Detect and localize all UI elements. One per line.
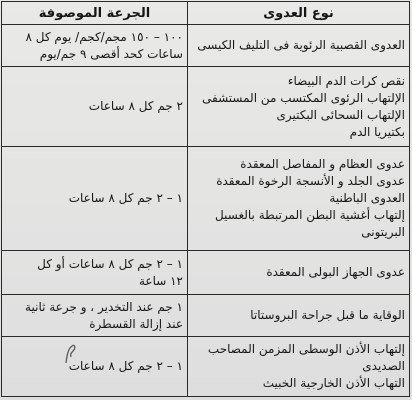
infection-line: البريتونى — [361, 225, 405, 239]
dose-cell — [2, 147, 188, 251]
dose-line: ١ – ٢ جم كل ٨ ساعات — [68, 359, 183, 373]
infection-line: التهاب الأذن الخارجية الخبيث — [262, 376, 405, 390]
infection-line: الوقاية ما قبل جراحة البروستاتا — [250, 308, 405, 322]
table-row — [2, 147, 410, 251]
infection-cell — [188, 337, 410, 397]
dose-cell — [2, 337, 188, 397]
infection-line: عدوى العظام و المفاصل المعقدة — [240, 157, 405, 171]
infection-line: بكتيريا الدم — [349, 124, 405, 139]
dose-cell — [2, 251, 188, 295]
dose-line: ١ – ٢ جم كل ٨ ساعات — [68, 191, 183, 205]
infection-line: نقص كرات الدم البيضاء — [287, 73, 405, 88]
dosage-table — [1, 1, 410, 397]
dose-line: ١٢ ساعة — [138, 273, 183, 288]
dose-line: ١ – ٢ جم كل ٨ ساعات أو كل — [37, 256, 183, 271]
infection-line: عدوى الجهاز البولى المعقدة — [266, 265, 405, 279]
dose-line: ١٠٠ – ١٥٠ مجم/كجم/ يوم كل ٨ — [25, 29, 183, 44]
dose-line: ٢ جم كل ٨ ساعات — [88, 99, 183, 113]
infection-line: الصديدى — [362, 359, 405, 373]
infection-line: الإلتهاب الرئوى المكتسب من المستشفى — [202, 90, 405, 105]
infection-line: العدوى الباطنية — [329, 191, 405, 205]
infection-line: عدوى الجلد و الأنسجة الرخوة المعقدة — [216, 174, 405, 188]
table-row — [2, 295, 410, 337]
infection-line: إلتهاب الأذن الوسطى المزمن المصاحب — [207, 342, 405, 356]
infection-cell — [188, 25, 410, 67]
infection-cell — [188, 251, 410, 295]
infection-cell — [188, 295, 410, 337]
infection-cell — [188, 67, 410, 147]
dose-line: ساعات كحد أقصى ٩ جم/يوم — [39, 46, 183, 61]
dose-cell — [2, 25, 188, 67]
dose-cell — [2, 67, 188, 147]
header-infection-type: نوع العدوى — [188, 2, 410, 25]
infection-line: العدوى القصبية الرئوية فى التليف الكيسى — [197, 38, 405, 52]
dose-cell — [2, 295, 188, 337]
dose-line: ١ جم عند التخدير ، و جرعة ثانية — [25, 299, 183, 314]
table-row — [2, 25, 410, 67]
pen-mark-icon — [63, 343, 79, 365]
infection-line: الإلتهاب السحائى البكتيرى — [276, 107, 405, 122]
table-row — [2, 67, 410, 147]
infection-cell — [188, 147, 410, 251]
infection-line: إلتهاب أغشية البطن المرتبطة بالغسيل — [215, 208, 405, 222]
dose-line: عند إزالة القسطرة — [89, 316, 183, 331]
table-row — [2, 251, 410, 295]
table-header-row — [2, 2, 410, 25]
header-dose: الجرعة الموصوفة — [2, 2, 188, 25]
